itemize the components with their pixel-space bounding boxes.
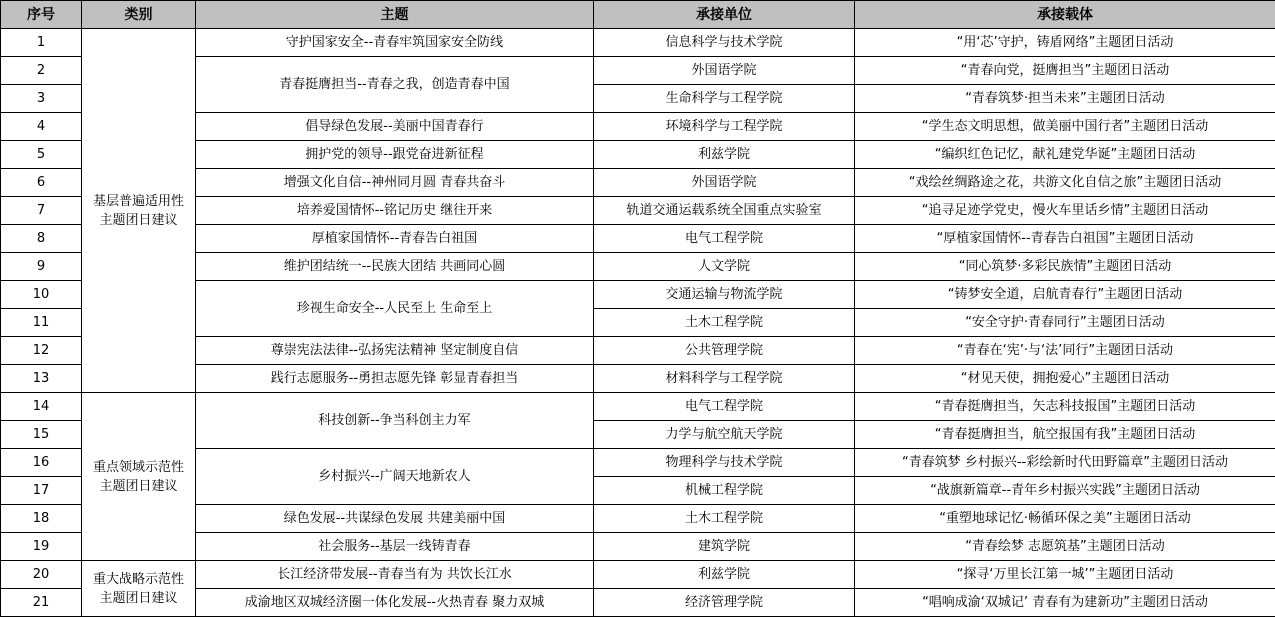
carrier-cell: “学生态文明思想，做美丽中国行者”主题团日活动 <box>855 113 1275 141</box>
unit-cell: 利兹学院 <box>594 141 855 169</box>
category-cell <box>82 29 196 393</box>
unit-cell: 电气工程学院 <box>594 225 855 253</box>
category-line: 重点领域示范性 主题团日建议 <box>92 459 184 494</box>
category-cell <box>82 561 196 617</box>
carrier-cell: “重塑地球记忆·畅循环保之美”主题团日活动 <box>855 505 1275 533</box>
category-cell <box>82 393 196 561</box>
row-number: 8 <box>1 225 82 253</box>
carrier-cell: “青春绘梦 志愿筑基”主题团日活动 <box>855 533 1275 561</box>
unit-cell: 外国语学院 <box>594 169 855 197</box>
unit-cell: 土木工程学院 <box>594 505 855 533</box>
unit-cell: 生命科学与工程学院 <box>594 85 855 113</box>
carrier-cell: “厚植家国情怀--青春告白祖国”主题团日活动 <box>855 225 1275 253</box>
unit-cell: 交通运输与物流学院 <box>594 281 855 309</box>
unit-cell: 电气工程学院 <box>594 393 855 421</box>
theme-cell: 成渝地区双城经济圈一体化发展--火热青春 聚力双城 <box>196 589 594 617</box>
row-number: 1 <box>1 29 82 57</box>
unit-cell: 人文学院 <box>594 253 855 281</box>
unit-cell: 机械工程学院 <box>594 477 855 505</box>
carrier-cell: “用‘芯’守护，铸盾网络”主题团日活动 <box>855 29 1275 57</box>
unit-cell: 材料科学与工程学院 <box>594 365 855 393</box>
theme-cell: 绿色发展--共谋绿色发展 共建美丽中国 <box>196 505 594 533</box>
carrier-cell: “战旗新篇章--青年乡村振兴实践”主题团日活动 <box>855 477 1275 505</box>
carrier-cell: “青春挺膺担当，航空报国有我”主题团日活动 <box>855 421 1275 449</box>
unit-cell: 公共管理学院 <box>594 337 855 365</box>
carrier-cell: “青春向党，挺膺担当”主题团日活动 <box>855 57 1275 85</box>
theme-cell: 拥护党的领导--跟党奋进新征程 <box>196 141 594 169</box>
row-number: 12 <box>1 337 82 365</box>
header-carrier: 承接载体 <box>855 1 1275 29</box>
theme-cell: 增强文化自信--神州同月圆 青春共奋斗 <box>196 169 594 197</box>
header-no: 序号 <box>1 1 82 29</box>
row-number: 9 <box>1 253 82 281</box>
theme-cell: 珍视生命安全--人民至上 生命至上 <box>196 281 594 337</box>
row-number: 15 <box>1 421 82 449</box>
carrier-cell: “青春在‘宪’·与‘法’同行”主题团日活动 <box>855 337 1275 365</box>
category-line: 基层普遍适用性 主题团日建议 <box>92 193 184 228</box>
carrier-cell: “探寻‘万里长江第一城’”主题团日活动 <box>855 561 1275 589</box>
carrier-cell: “同心筑梦·多彩民族情”主题团日活动 <box>855 253 1275 281</box>
row-number: 2 <box>1 57 82 85</box>
row-number: 4 <box>1 113 82 141</box>
unit-cell: 利兹学院 <box>594 561 855 589</box>
theme-cell: 践行志愿服务--勇担志愿先锋 彰显青春担当 <box>196 365 594 393</box>
theme-cell: 倡导绿色发展--美丽中国青春行 <box>196 113 594 141</box>
carrier-cell: “青春筑梦·担当未来”主题团日活动 <box>855 85 1275 113</box>
carrier-cell: “唱响成渝‘双城记’ 青春有为建新功”主题团日活动 <box>855 589 1275 617</box>
header-theme: 主题 <box>196 1 594 29</box>
unit-cell: 力学与航空航天学院 <box>594 421 855 449</box>
unit-cell: 土木工程学院 <box>594 309 855 337</box>
unit-cell: 物理科学与技术学院 <box>594 449 855 477</box>
carrier-cell: “戏绘丝绸路途之花，共游文化自信之旅”主题团日活动 <box>855 169 1275 197</box>
carrier-cell: “材见天使，拥抱爱心”主题团日活动 <box>855 365 1275 393</box>
unit-cell: 轨道交通运载系统全国重点实验室 <box>594 197 855 225</box>
theme-cell: 科技创新--争当科创主力军 <box>196 393 594 449</box>
theme-cell: 社会服务--基层一线铸青春 <box>196 533 594 561</box>
row-number: 10 <box>1 281 82 309</box>
unit-cell: 经济管理学院 <box>594 589 855 617</box>
category-line: 重大战略示范性 主题团日建议 <box>92 571 184 606</box>
theme-cell: 维护团结统一--民族大团结 共画同心圆 <box>196 253 594 281</box>
row-number: 7 <box>1 197 82 225</box>
theme-cell: 乡村振兴--广阔天地新农人 <box>196 449 594 505</box>
row-number: 3 <box>1 85 82 113</box>
unit-cell: 环境科学与工程学院 <box>594 113 855 141</box>
row-number: 21 <box>1 589 82 617</box>
theme-cell: 厚植家国情怀--青春告白祖国 <box>196 225 594 253</box>
theme-cell: 培养爱国情怀--铭记历史 继往开来 <box>196 197 594 225</box>
table-row <box>1 561 1275 589</box>
header-row <box>1 1 1275 29</box>
carrier-cell: “青春挺膺担当，矢志科技报国”主题团日活动 <box>855 393 1275 421</box>
unit-cell: 外国语学院 <box>594 57 855 85</box>
unit-cell: 信息科学与技术学院 <box>594 29 855 57</box>
row-number: 14 <box>1 393 82 421</box>
header-category: 类别 <box>82 1 196 29</box>
carrier-cell: “安全守护·青春同行”主题团日活动 <box>855 309 1275 337</box>
row-number: 16 <box>1 449 82 477</box>
table-row <box>1 393 1275 421</box>
row-number: 11 <box>1 309 82 337</box>
row-number: 19 <box>1 533 82 561</box>
theme-cell: 尊崇宪法法律--弘扬宪法精神 坚定制度自信 <box>196 337 594 365</box>
table-row <box>1 29 1275 57</box>
row-number: 6 <box>1 169 82 197</box>
row-number: 5 <box>1 141 82 169</box>
row-number: 17 <box>1 477 82 505</box>
theme-cell: 守护国家安全--青春牢筑国家安全防线 <box>196 29 594 57</box>
unit-cell: 建筑学院 <box>594 533 855 561</box>
carrier-cell: “铸梦安全道，启航青春行”主题团日活动 <box>855 281 1275 309</box>
row-number: 13 <box>1 365 82 393</box>
row-number: 20 <box>1 561 82 589</box>
theme-cell: 长江经济带发展--青春当有为 共饮长江水 <box>196 561 594 589</box>
row-number: 18 <box>1 505 82 533</box>
carrier-cell: “编织红色记忆，献礼建党华诞”主题团日活动 <box>855 141 1275 169</box>
header-unit: 承接单位 <box>594 1 855 29</box>
carrier-cell: “青春筑梦 乡村振兴--彩绘新时代田野篇章”主题团日活动 <box>855 449 1275 477</box>
carrier-cell: “追寻足迹学党史，慢火车里话乡情”主题团日活动 <box>855 197 1275 225</box>
theme-cell: 青春挺膺担当--青春之我，创造青春中国 <box>196 57 594 113</box>
